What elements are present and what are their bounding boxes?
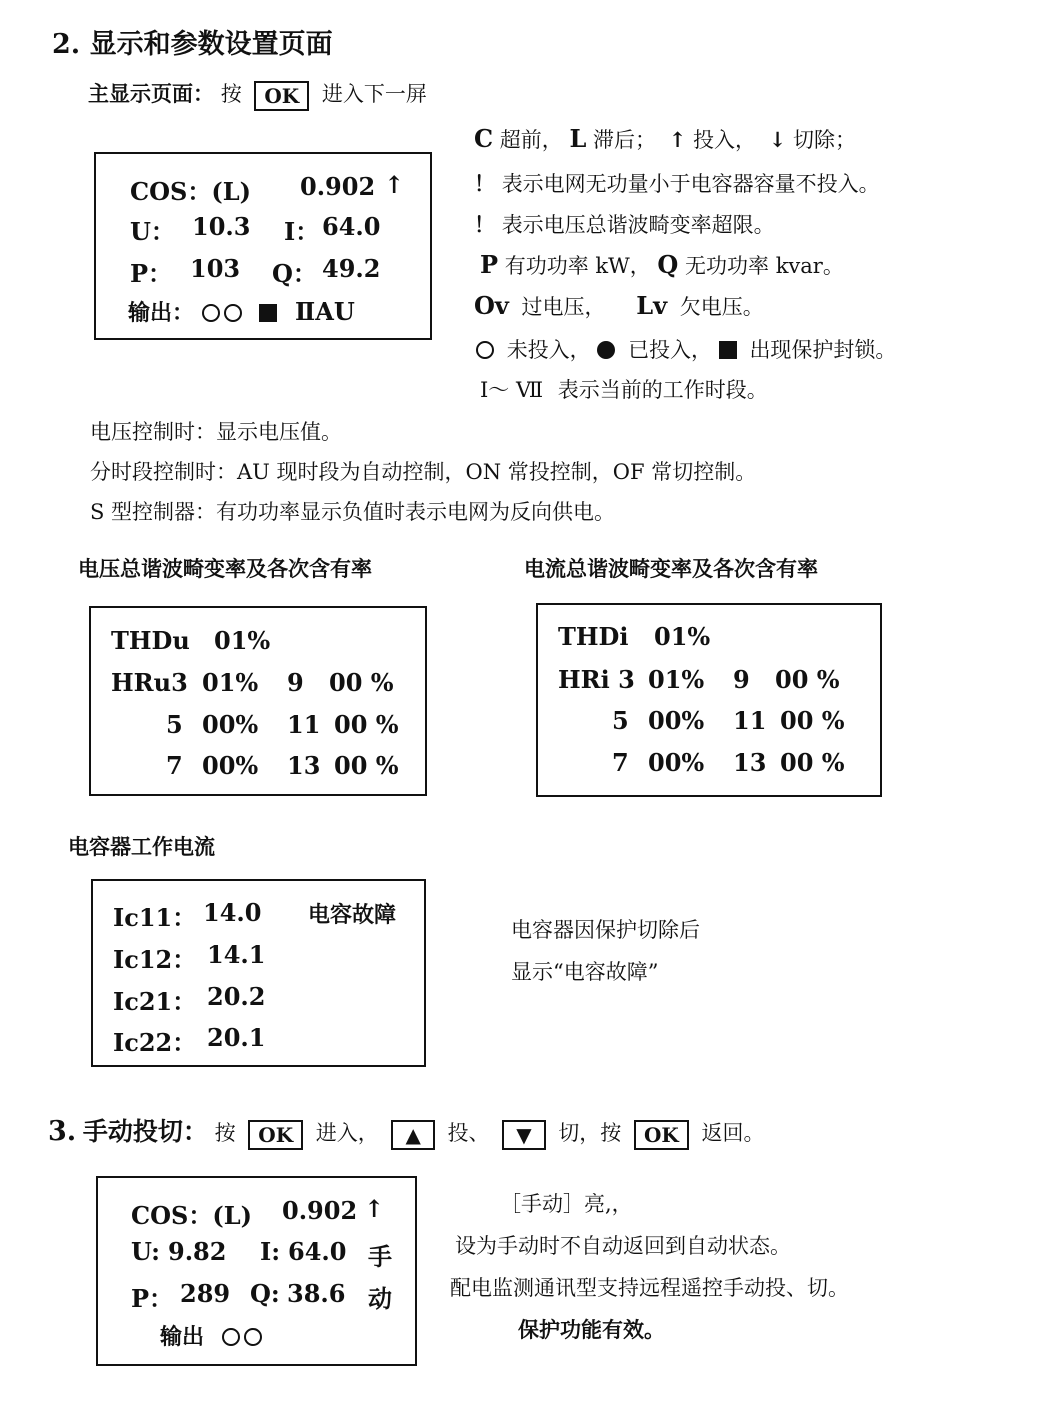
manual-i-value: 64.0: [288, 1237, 347, 1266]
hru11-order: 11: [287, 710, 321, 739]
hri3-value: 01%: [648, 665, 705, 694]
manual-output-label: 输出: [160, 1324, 205, 1350]
hru13-order: 13: [287, 751, 321, 780]
capacitor-current-title: 电容器工作电流: [68, 834, 215, 859]
main-page-label: 主显示页面：: [88, 81, 214, 106]
hru5-order: 5: [166, 710, 183, 739]
hru5-value: 00%: [202, 710, 259, 739]
section-3-heading: 3. 手动投切： 按 OK 进入， ▲ 投、 ▼ 切，按 OK 返回。: [48, 1112, 764, 1150]
ok-key: OK: [634, 1120, 689, 1150]
hru-label: HRu3: [111, 668, 188, 697]
legend-line-1: C 超前， L 滞后； ↑ 投入， ↓ 切除；: [474, 124, 857, 153]
q-label: Q：: [272, 259, 317, 288]
manual-note-1: ［手动］亮,，: [500, 1192, 633, 1216]
press-text: 按: [220, 82, 242, 106]
section-number: 3.: [48, 1116, 77, 1147]
note-voltage-control: 电压控制时：显示电压值。: [90, 420, 342, 444]
hru11-value: 00 %: [334, 710, 399, 739]
legend-line-4: P 有功功率 kW， Q 无功功率 kvar。: [480, 250, 844, 279]
voltage-harmonics-title: 电压总谐波畸变率及各次含有率: [78, 556, 372, 581]
u-value: 10.3: [192, 212, 251, 241]
hri9-value: 00 %: [775, 665, 840, 694]
ic11-value: 14.0: [203, 898, 262, 927]
circle-off-icon: [476, 341, 494, 359]
manual-note-2: 设为手动时不自动返回到自动状态。: [455, 1234, 791, 1258]
ic22-label: Ic22：: [113, 1028, 197, 1057]
u-label: U：: [130, 217, 175, 246]
hri13-order: 13: [733, 748, 767, 777]
manual-cos-value: 0.902: [282, 1196, 358, 1225]
hru9-value: 00 %: [329, 668, 394, 697]
hri9-order: 9: [733, 665, 750, 694]
note-time-period: 分时段控制时：AU 现时段为自动控制，ON 常投控制，OF 常切控制。: [90, 460, 757, 484]
manual-side-char-1: 手: [368, 1242, 392, 1271]
manual-p-value: 289: [180, 1279, 231, 1308]
output-row: [128, 296, 355, 327]
output-label: 输出：: [128, 300, 195, 326]
legend-line-7: Ⅰ～ Ⅶ 表示当前的工作时段。: [480, 378, 768, 402]
p-value: 103: [190, 254, 241, 283]
manual-u-value: 9.82: [168, 1237, 227, 1266]
p-label: P：: [130, 259, 173, 288]
hri5-value: 00%: [648, 706, 705, 735]
exclamation-icon: ！: [474, 212, 495, 237]
circle-off-icon: [244, 1328, 262, 1346]
thdi-value: 01%: [654, 622, 711, 651]
black-square-icon: [719, 341, 737, 359]
next-screen-text: 进入下一屏: [321, 82, 427, 106]
section-title: 手动投切：: [82, 1117, 208, 1146]
ok-key: OK: [254, 81, 309, 111]
ok-key: OK: [248, 1120, 303, 1150]
capacitor-note-1: 电容器因保护切除后: [511, 918, 700, 942]
section-2-heading: 2. 显示和参数设置页面: [52, 29, 333, 60]
ic22-value: 20.1: [207, 1023, 266, 1052]
section-title: 显示和参数设置页面: [89, 29, 333, 60]
capacitor-fault-status: 电容故障: [308, 902, 397, 928]
cos-label: COS：(L): [130, 177, 251, 206]
thdi-label: THDi: [558, 622, 629, 651]
manual-note-3: 配电监测通讯型支持远程遥控手动投、切。: [450, 1276, 849, 1300]
main-cos-row: [130, 172, 251, 207]
up-arrow-icon: ↑: [364, 1194, 385, 1223]
hru7-order: 7: [166, 751, 183, 780]
circle-off-icon: [222, 1328, 240, 1346]
filled-circle-icon: [597, 341, 615, 359]
manual-output-row: [160, 1320, 262, 1351]
hri5-order: 5: [612, 706, 629, 735]
circle-off-icon: [202, 304, 220, 322]
output-status: ⅡAU: [295, 297, 355, 326]
legend-line-6: 未投入， 已投入， 出现保护封锁。: [476, 334, 896, 364]
down-triangle-key: ▼: [502, 1120, 545, 1150]
manual-q-value: 38.6: [287, 1279, 346, 1308]
thdu-value: 01%: [214, 626, 271, 655]
exclamation-icon: ！: [474, 171, 495, 196]
manual-i-label: I:: [260, 1237, 281, 1266]
legend-line-5: Ov 过电压， Lv 欠电压。: [474, 291, 764, 320]
ic21-label: Ic21：: [113, 987, 197, 1016]
current-harmonics-title: 电流总谐波畸变率及各次含有率: [524, 556, 818, 581]
hri7-value: 00%: [648, 748, 705, 777]
i-label: I：: [284, 217, 320, 246]
circle-off-icon: [224, 304, 242, 322]
hri11-order: 11: [733, 706, 767, 735]
hru13-value: 00 %: [334, 751, 399, 780]
hri13-value: 00 %: [780, 748, 845, 777]
capacitor-note-2: 显示“电容故障”: [511, 960, 659, 984]
hru3-value: 01%: [202, 668, 259, 697]
manual-cos-label: COS：(L): [131, 1201, 252, 1230]
manual-note-4: 保护功能有效。: [518, 1317, 665, 1342]
main-cos-value: 0.902: [300, 172, 376, 201]
manual-side-char-2: 动: [368, 1284, 392, 1313]
ic21-value: 20.2: [207, 982, 266, 1011]
hri-label: HRi 3: [558, 665, 635, 694]
manual-u-label: U:: [131, 1237, 160, 1266]
main-page-line: [88, 78, 427, 111]
legend-line-3: ！ 表示电压总谐波畸变率超限。: [474, 212, 775, 237]
manual-p-label: P：: [131, 1284, 174, 1313]
ic11-label: Ic11：: [113, 903, 197, 932]
hri7-order: 7: [612, 748, 629, 777]
up-arrow-icon: ↑: [384, 170, 405, 199]
up-arrow-icon: ↑: [668, 127, 687, 152]
note-s-type: S 型控制器：有功功率显示负值时表示电网为反向供电。: [90, 500, 616, 524]
hru9-order: 9: [287, 668, 304, 697]
black-square-icon: [259, 304, 277, 322]
hri11-value: 00 %: [780, 706, 845, 735]
q-value: 49.2: [322, 254, 381, 283]
ic12-label: Ic12：: [113, 945, 197, 974]
ic12-value: 14.1: [207, 940, 266, 969]
manual-q-label: Q:: [250, 1279, 280, 1308]
up-triangle-key: ▲: [391, 1120, 434, 1150]
thdu-label: THDu: [111, 626, 190, 655]
down-arrow-icon: ↓: [768, 127, 787, 152]
i-value: 64.0: [322, 212, 381, 241]
legend-line-2: ！ 表示电网无功量小于电容器容量不投入。: [474, 171, 880, 196]
hru7-value: 00%: [202, 751, 259, 780]
section-number: 2: [52, 29, 71, 60]
